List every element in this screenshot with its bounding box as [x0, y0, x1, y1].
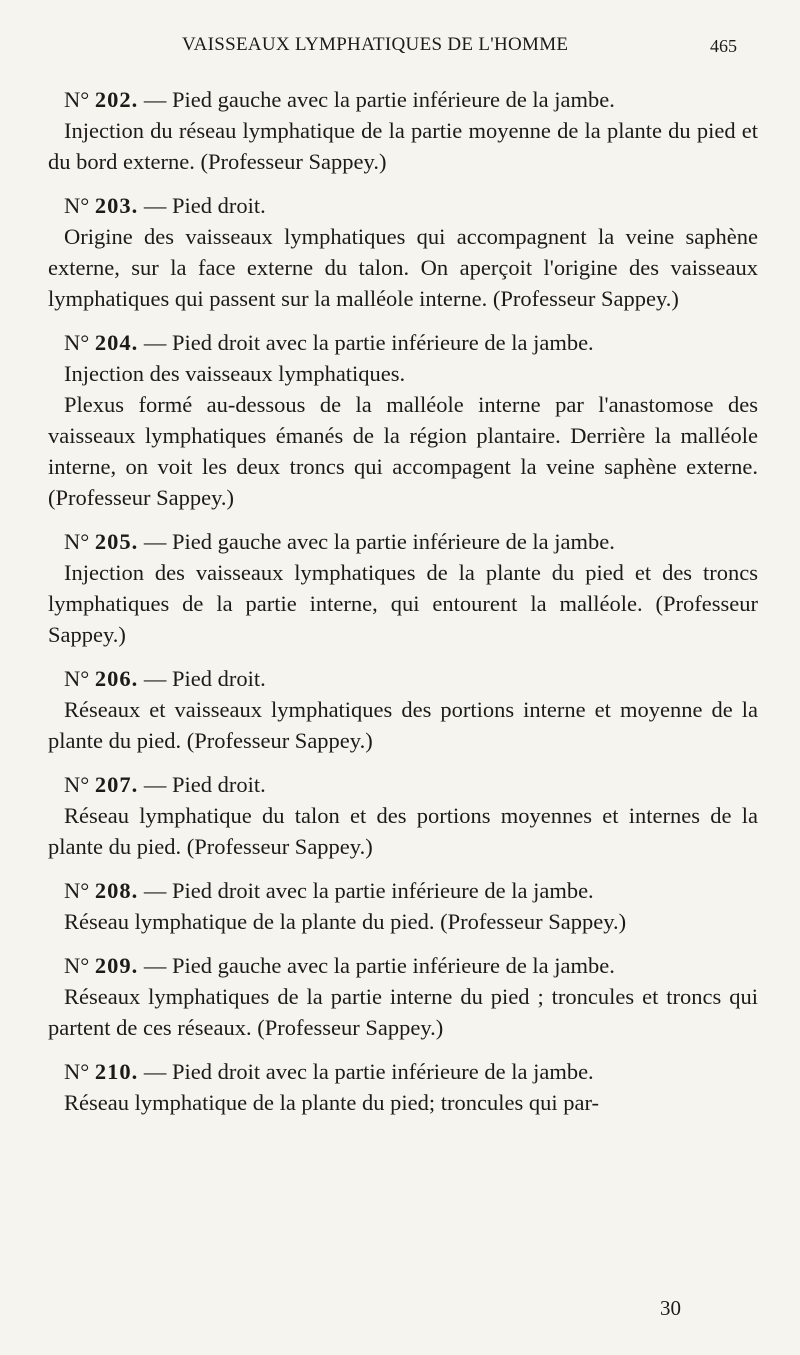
entry-label: N° [64, 1059, 90, 1084]
entry-label: N° [64, 953, 90, 978]
entry-number: 204. [94, 330, 139, 355]
running-title: VAISSEAUX LYMPHATIQUES DE L'HOMME [182, 34, 569, 55]
entry-title: — Pied gauche avec la partie inférieure de la jambe. [143, 529, 615, 554]
entry-number: 210. [94, 1059, 139, 1084]
entry-number: 206. [94, 666, 139, 691]
entry-title: — Pied droit avec la partie inférieure de la jambe. [143, 1059, 594, 1084]
entry-label: N° [64, 772, 90, 797]
entry-number: 209. [94, 953, 139, 978]
catalogue-entries [48, 84, 758, 1131]
entry-description: Injection du réseau lymphatique de la partie moyenne de la plante du pied et du bord externe. (Professeur Sappey.) [48, 118, 758, 174]
entry-description: Réseau lymphatique du talon et des portions moyennes et internes de la plante du pied. (Professeur Sappey.) [48, 803, 758, 859]
entry-206 [48, 663, 758, 756]
entry-label: N° [64, 330, 90, 355]
entry-number: 202. [94, 87, 139, 112]
entry-number: 205. [94, 529, 139, 554]
entry-description: Origine des vaisseaux lymphatiques qui accompagnent la veine saphène externe, sur la face externe du talon. On aperçoit l'origine des vaisseaux lymphatiques qui passent sur la malléole interne. (Professeur Sappey.) [48, 224, 758, 311]
entry-209 [48, 950, 758, 1043]
entry-description: Injection des vaisseaux lymphatiques. [64, 361, 406, 386]
entry-title: — Pied droit. [143, 666, 266, 691]
entry-title: — Pied droit avec la partie inférieure de la jambe. [143, 878, 594, 903]
entry-label: N° [64, 529, 90, 554]
entry-208 [48, 875, 758, 937]
signature-mark: 30 [660, 1296, 681, 1320]
entry-title: — Pied droit avec la partie inférieure de la jambe. [143, 330, 594, 355]
entry-205 [48, 526, 758, 650]
entry-label: N° [64, 878, 90, 903]
entry-number: 208. [94, 878, 139, 903]
entry-description: Réseau lymphatique de la plante du pied. (Professeur Sappey.) [64, 909, 627, 934]
entry-description: Injection des vaisseaux lymphatiques de la plante du pied et des troncs lymphatiques de la partie interne, qui entourent la malléole. (Professeur Sappey.) [48, 560, 758, 647]
page-number: 465 [710, 36, 737, 56]
entry-number: 207. [94, 772, 139, 797]
entry-title: — Pied gauche avec la partie inférieure de la jambe. [143, 87, 615, 112]
entry-203 [48, 190, 758, 314]
entry-210 [48, 1056, 758, 1118]
entry-title: — Pied gauche avec la partie inférieure de la jambe. [143, 953, 615, 978]
entry-label: N° [64, 193, 90, 218]
entry-description: Réseaux lymphatiques de la partie interne du pied ; troncules et troncs qui partent de ces réseaux. (Professeur Sappey.) [48, 984, 758, 1040]
entry-label: N° [64, 666, 90, 691]
running-header [0, 34, 800, 64]
entry-204 [48, 327, 758, 513]
entry-207 [48, 769, 758, 862]
entry-label: N° [64, 87, 90, 112]
entry-title: — Pied droit. [143, 772, 266, 797]
entry-description: Plexus formé au-dessous de la malléole interne par l'anastomose des vaisseaux lymphatiques émanés de la région plantaire. Derrière la malléole interne, on voit les deux troncs qui accompagent la veine saphène externe. (Professeur Sappey.) [48, 392, 758, 510]
entry-202 [48, 84, 758, 177]
entry-number: 203. [94, 193, 139, 218]
entry-description: Réseau lymphatique de la plante du pied; troncules qui par- [64, 1090, 600, 1115]
entry-title: — Pied droit. [143, 193, 266, 218]
entry-description: Réseaux et vaisseaux lymphatiques des portions interne et moyenne de la plante du pied. (Professeur Sappey.) [48, 697, 758, 753]
